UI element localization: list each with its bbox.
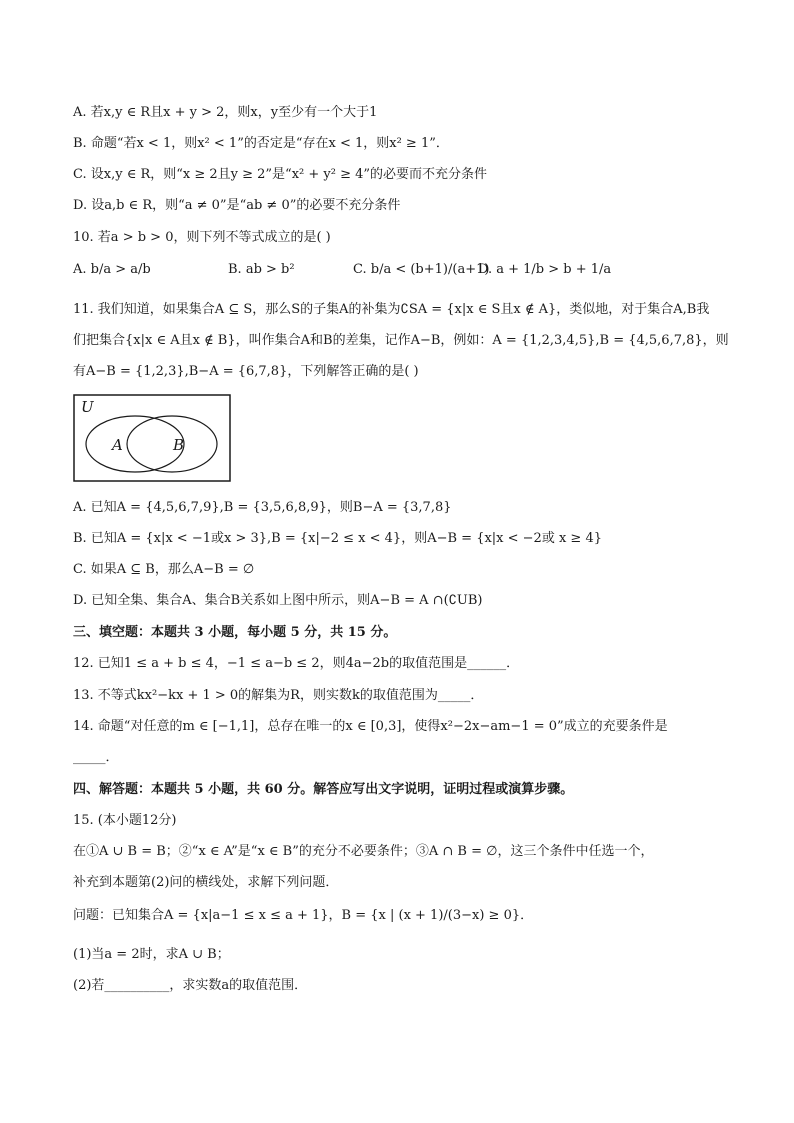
q13: 13. 不等式kx²−kx + 1 > 0的解集为R，则实数k的取值范围为_____． <box>73 688 484 703</box>
q14-line-2: _____． <box>73 750 119 765</box>
q15-title: 15. (本小题12分) <box>73 813 177 828</box>
q10-options <box>73 262 733 284</box>
q10-option-b: B. ab > b² <box>228 262 295 277</box>
section-3-heading: 三、填空题：本题共 3 小题，每小题 5 分，共 15 分。 <box>73 625 397 640</box>
venn-universe-label: U <box>81 398 94 416</box>
venn-set-a-label: A <box>112 436 123 454</box>
q11-stem-line-1: 11. 我们知道，如果集合A ⊆ S，那么S的子集A的补集为∁SA = {x|x ∈ S且x ∉ A}，类似地，对于集合A,B我 <box>73 302 710 317</box>
q11-stem-line-3: 有A−B = {1,2,3},B−A = {6,7,8}，下列解答正确的是( ) <box>73 364 419 379</box>
venn-set-b-label: B <box>173 436 185 454</box>
q11-option-a: A. 已知A = {4,5,6,7,9},B = {3,5,6,8,9}，则B−A = {3,7,8} <box>73 500 452 515</box>
q11-option-c: C. 如果A ⊆ B，那么A−B = ∅ <box>73 562 255 577</box>
q9-option-a: A. 若x,y ∈ R且x + y > 2，则x，y至少有一个大于1 <box>73 105 378 120</box>
venn-set-a-circle <box>86 416 184 472</box>
q9-option-c: C. 设x,y ∈ R，则“x ≥ 2且y ≥ 2”是“x² + y² ≥ 4”的必要而不充分条件 <box>73 167 488 182</box>
q11-stem-line-2: 们把集合{x|x ∈ A且x ∉ B}，叫作集合A和B的差集，记作A−B，例如：A = {1,2,3,4,5},B = {4,5,6,7,8}，则 <box>73 333 729 348</box>
q9-option-d: D. 设a,b ∈ R，则“a ≠ 0”是“ab ≠ 0”的必要不充分条件 <box>73 198 401 213</box>
q11-option-d: D. 已知全集、集合A、集合B关系如上图中所示，则A−B = A ∩(∁UB) <box>73 593 483 608</box>
q11-option-b: B. 已知A = {x|x < −1或x > 3},B = {x|−2 ≤ x < 4}，则A−B = {x|x < −2或 x ≥ 4} <box>73 531 602 546</box>
q12: 12. 已知1 ≤ a + b ≤ 4，−1 ≤ a−b ≤ 2，则4a−2b的取值范围是______． <box>73 656 520 671</box>
venn-diagram <box>73 394 231 482</box>
q10-option-c: C. b/a < (b+1)/(a+1) <box>353 262 490 277</box>
q15-part-1: (1)当a = 2时，求A ∪ B； <box>73 947 230 962</box>
q15-part-2: (2)若__________，求实数a的取值范围． <box>73 978 308 993</box>
q9-option-b: B. 命题“若x < 1，则x² < 1”的否定是“存在x < 1，则x² ≥ 1”． <box>73 136 449 151</box>
q10-option-a: A. b/a > a/b <box>73 262 151 277</box>
q15-condition-line-1: 在①A ∪ B = B；②“x ∈ A”是“x ∈ B”的充分不必要条件；③A ∩ B = ∅，这三个条件中任选一个， <box>73 844 654 859</box>
section-4-heading: 四、解答题：本题共 5 小题，共 60 分。解答应写出文字说明，证明过程或演算步骤。 <box>73 782 574 797</box>
q14-line-1: 14. 命题“对任意的m ∈ [−1,1]，总存在唯一的x ∈ [0,3]，使得x²−2x−am−1 = 0”成立的充要条件是 <box>73 719 668 734</box>
venn-set-b-circle <box>127 416 217 472</box>
q10-option-d: D. a + 1/b > b + 1/a <box>478 262 612 277</box>
venn-universe-box <box>74 395 230 481</box>
q15-problem: 问题：已知集合A = {x|a−1 ≤ x ≤ a + 1}，B = {x | (x + 1)/(3−x) ≥ 0}． <box>73 908 534 923</box>
q15-condition-line-2: 补充到本题第(2)问的横线处，求解下列问题． <box>73 875 339 890</box>
q10-stem: 10. 若a > b > 0，则下列不等式成立的是( ) <box>73 230 331 245</box>
